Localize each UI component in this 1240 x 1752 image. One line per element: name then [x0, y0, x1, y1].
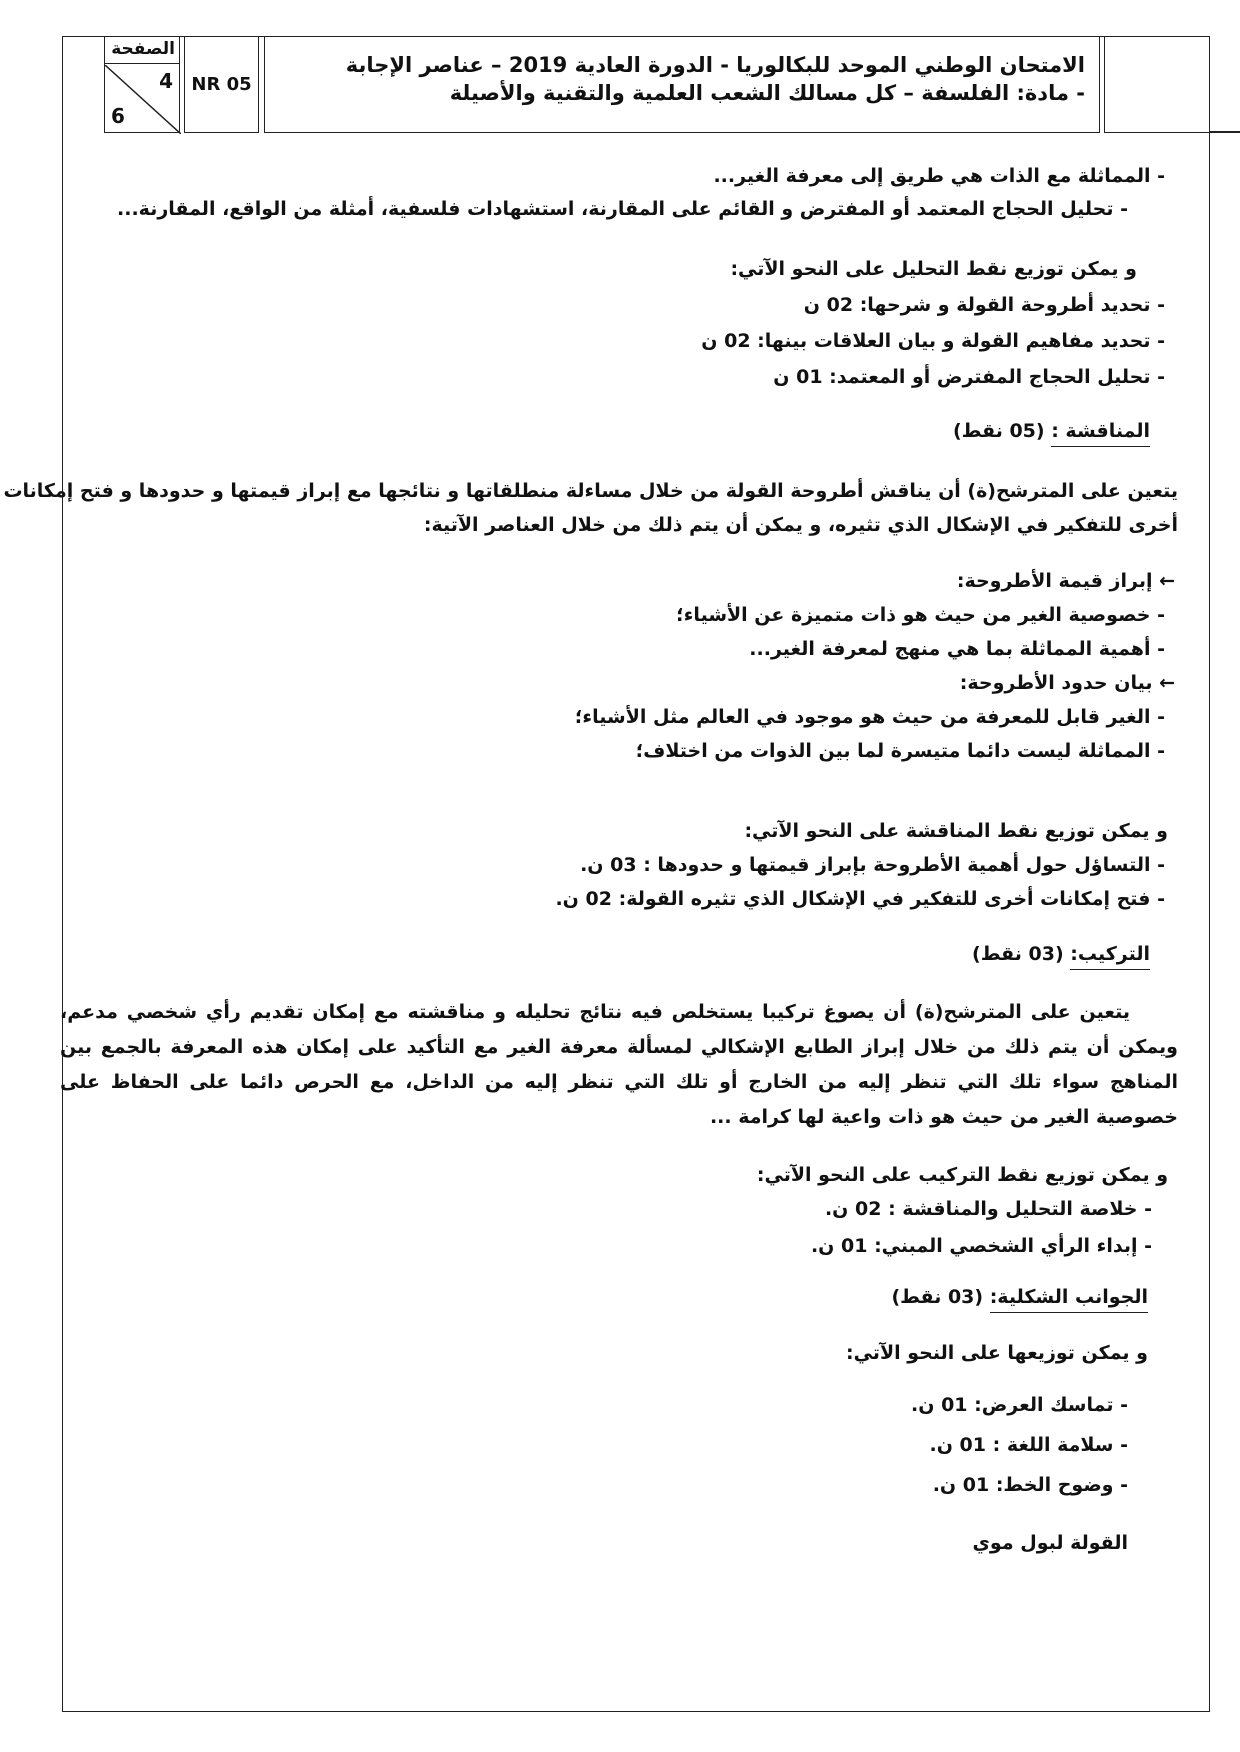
value-heading: ← إبراز قيمة الأطروحة: [956, 570, 1175, 592]
header-blank-box [1104, 36, 1210, 133]
formal-heading [891, 1284, 1148, 1310]
synthesis-paragraph: يتعين على المترشح(ة) أن يصوغ تركيبا يستخلص فيه نتائج تحليله و مناقشته مع إمكان تقديم رأي شخصي مدعم، ويمكن أن يتم ذلك من خلال إبراز الطابع الإشكالي لمسألة معرفة الغير مع التأكيد على إمكان هذه المعرفة بالجمع بين المناهج سواء تلك التي تنظر إليه من الخارج أو تلك التي تنظر إليه من الداخل، مع الحرص دائما على الحفاظ على خصوصية الغير من حيث هو ذات واعية لها كرامة ... [60, 1001, 1178, 1128]
formal-item: - وضوح الخط: 01 ن. [932, 1474, 1128, 1496]
limits-heading: ← بيان حدود الأطروحة: [959, 672, 1175, 694]
value-item: - أهمية المماثلة بما هي منهج لمعرفة الغير... [749, 638, 1165, 660]
discussion-points: (05 نقط) [952, 420, 1045, 442]
limits-item: - الغير قابل للمعرفة من حيث هو موجود في العالم مثل الأشياء؛ [574, 706, 1165, 728]
synthesis-dist-intro: و يمكن توزيع نقط التركيب على النحو الآتي: [756, 1164, 1168, 1186]
analysis-line-1: - المماثلة مع الذات هي طريق إلى معرفة الغير... [713, 165, 1165, 187]
page-total: 6 [111, 104, 125, 128]
discussion-dist-item: - التساؤل حول أهمية الأطروحة بإبراز قيمتها و حدودها : 03 ن. [580, 854, 1165, 876]
formal-dist-intro: و يمكن توزيعها على النحو الآتي: [845, 1342, 1148, 1364]
page-current: 4 [159, 69, 173, 93]
analysis-dist-item: - تحليل الحجاج المفترض أو المعتمد: 01 ن [773, 366, 1165, 388]
page-header [104, 36, 1210, 133]
discussion-intro-line1: يتعين على المترشح(ة) أن يناقش أطروحة القولة من خلال مساءلة منطلقاتها و نتائجها مع إبراز قيمتها و حدودها و فتح إمكانات [3, 480, 1178, 502]
synthesis-dist-item: - إبداء الرأي الشخصي المبني: 01 ن. [810, 1235, 1152, 1257]
discussion-title: المناقشة : [1051, 420, 1150, 447]
exam-title-box [264, 36, 1100, 133]
discussion-heading [953, 418, 1150, 444]
exam-title-line2: - مادة: الفلسفة – كل مسالك الشعب العلمية والتقنية والأصيلة [449, 81, 1085, 105]
analysis-dist-intro: و يمكن توزيع نقط التحليل على النحو الآتي: [730, 258, 1137, 280]
exam-title-line1: الامتحان الوطني الموحد للبكالوريا - الدورة العادية 2019 – عناصر الإجابة [345, 53, 1085, 77]
limits-item: - المماثلة ليست دائما متيسرة لما بين الذوات من اختلاف؛ [635, 740, 1165, 762]
value-item: - خصوصية الغير من حيث هو ذات متميزة عن الأشياء؛ [676, 604, 1165, 626]
page-label: الصفحة [111, 39, 175, 59]
footer-note: القولة لبول موي [972, 1532, 1128, 1554]
synthesis-title: التركيب: [1070, 943, 1150, 970]
formal-points: (03 نقط) [891, 1286, 984, 1308]
analysis-dist-item: - تحديد أطروحة القولة و شرحها: 02 ن [803, 294, 1165, 316]
page-number-box [104, 36, 180, 133]
analysis-dist-item: - تحديد مفاهيم القولة و بيان العلاقات بينها: 02 ن [701, 330, 1165, 352]
discussion-dist-item: - فتح إمكانات أخرى للتفكير في الإشكال الذي تثيره القولة: 02 ن. [555, 888, 1165, 910]
discussion-intro-line2: أخرى للتفكير في الإشكال الذي تثيره، و يمكن أن يتم ذلك من خلال العناصر الآتية: [423, 514, 1178, 536]
formal-title: الجوانب الشكلية: [990, 1286, 1148, 1313]
synthesis-dist-item: - خلاصة التحليل والمناقشة : 02 ن. [824, 1198, 1152, 1220]
analysis-line-2: - تحليل الحجاج المعتمد أو المفترض و القائم على المقارنة، استشهادات فلسفية، أمثلة من الواقع، المقارنة... [117, 198, 1128, 220]
discussion-dist-intro: و يمكن توزيع نقط المناقشة على النحو الآتي: [744, 820, 1168, 842]
formal-item: - تماسك العرض: 01 ن. [911, 1394, 1128, 1416]
exam-code: NR 05 [184, 36, 259, 133]
synthesis-heading [972, 941, 1150, 967]
synthesis-points: (03 نقط) [972, 943, 1064, 965]
formal-item: - سلامة اللغة : 01 ن. [929, 1434, 1128, 1456]
